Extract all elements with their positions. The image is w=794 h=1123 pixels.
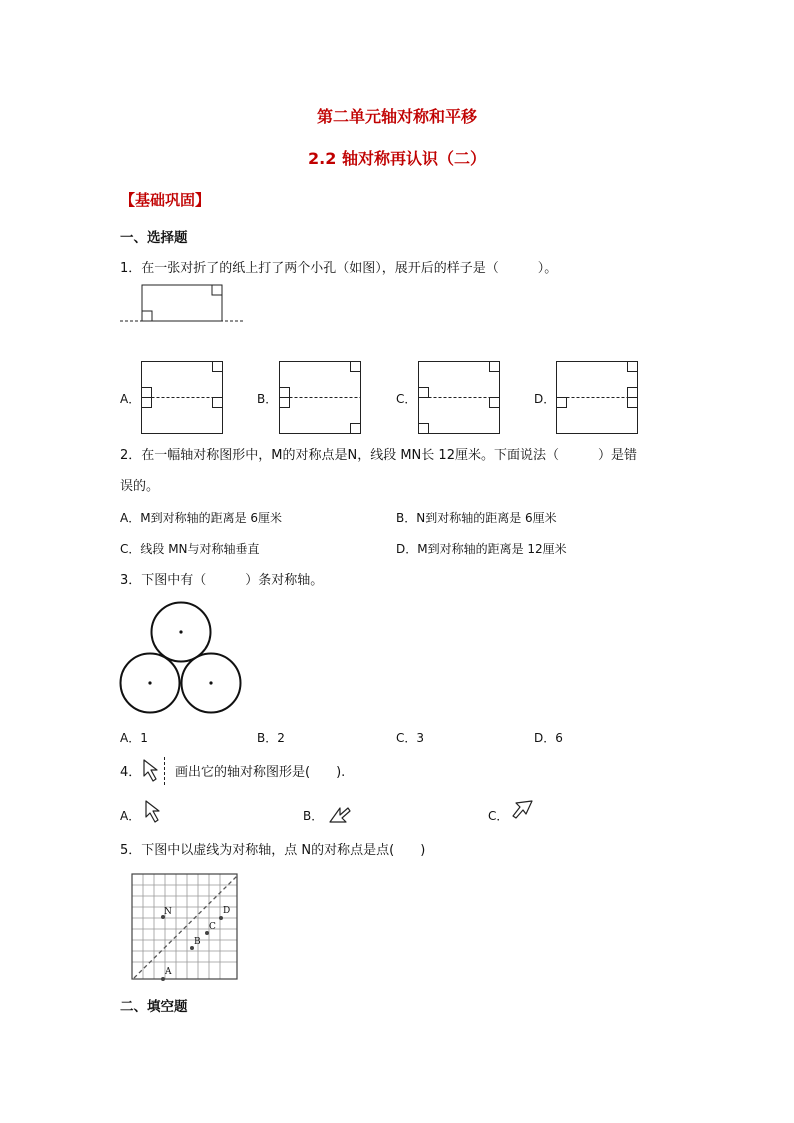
q3-text: 3．下图中有（ ）条对称轴。 [120,573,324,588]
q5-point-n-label: N [164,907,172,917]
q1-text: 1．在一张对折了的纸上打了两个小孔（如图），展开后的样子是（ ）。 [120,261,558,276]
q1-option-d-label: D． [534,392,556,406]
q1-option-a-figure [140,360,226,436]
q2-option-b: B．N到对称轴的距离是 6厘米 [396,511,557,525]
q2-option-c: C．线段 MN与对称轴垂直 [120,542,260,556]
q1-option-d-figure [555,360,641,436]
q5-point-d-label: D [223,906,231,916]
page-subtitle: 2.2 轴对称再认识（二） [308,149,486,168]
q1-option-b-figure [278,360,364,436]
q4-option-a-arrow-figure [143,798,167,826]
q5-point-b-label: B [194,937,201,947]
q1-option-c-figure [417,360,503,436]
q2-option-d: D．M到对称轴的距离是 12厘米 [396,542,567,556]
q4-cursor-arrow-figure [140,756,174,788]
q5-text: 5．下图中以虚线为对称轴，点 N的对称点是点( ) [120,843,426,858]
q1-option-c-label: C． [396,392,417,406]
q1-option-a-label: A． [120,392,141,406]
part1-heading: 一、选择题 [120,230,188,246]
q1-option-b-label: B． [257,392,278,406]
q4-option-c-label: C． [488,809,509,823]
q2-text-line2: 误的。 [120,479,160,494]
q5-point-a-label: A [165,967,172,977]
q5-grid-figure [131,873,241,983]
q3-option-d: D．6 [534,731,563,745]
q1-folded-paper-figure [118,282,248,326]
q4-option-c-arrow-figure [510,798,536,826]
part2-heading: 二、填空题 [120,999,188,1015]
q4-text: 画出它的轴对称图形是( ). [175,765,346,780]
q4-option-b-arrow-figure [326,798,352,826]
q3-three-circles-figure [118,600,244,716]
q3-option-c: C．3 [396,731,425,745]
section-tag: 【基础巩固】 [120,191,211,209]
page-title: 第二单元轴对称和平移 [316,107,477,126]
q2-text-line1: 2．在一幅轴对称图形中，M的对称点是N，线段 MN长 12厘米。下面说法（ ）是错 [120,448,637,463]
q5-point-c-label: C [209,922,216,932]
q4-number: 4． [120,765,142,780]
q2-option-a: A．M到对称轴的距离是 6厘米 [120,511,283,525]
q3-option-b: B．2 [257,731,285,745]
q4-option-b-label: B． [303,809,324,823]
q3-option-a: A．1 [120,731,148,745]
q4-option-a-label: A． [120,809,141,823]
